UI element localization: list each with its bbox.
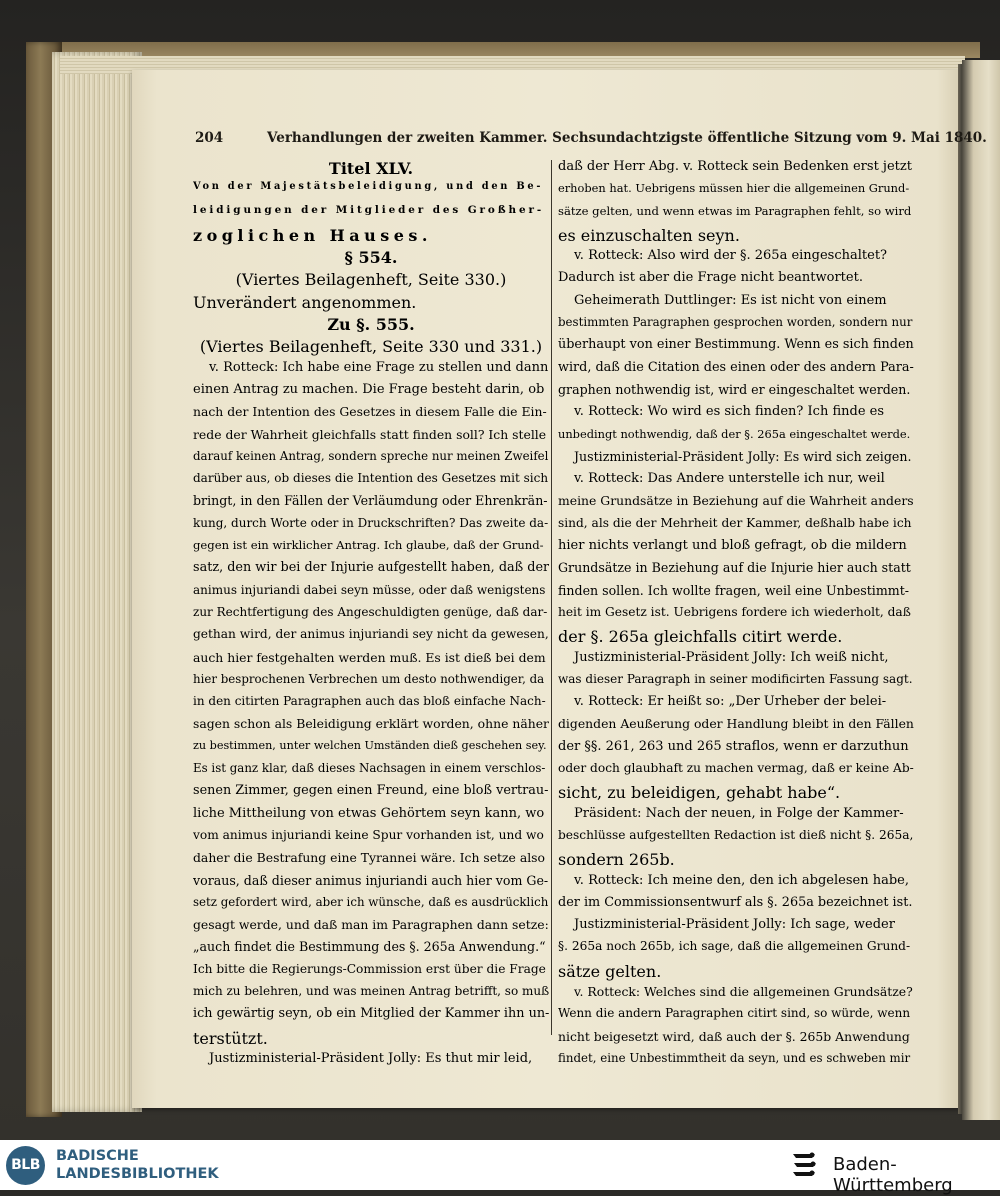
- text-line: Geheimerath Duttlinger: Es ist nicht von einem: [574, 292, 887, 308]
- page-number: 204: [195, 130, 224, 146]
- text-line: Grundsätze in Beziehung auf die Injurie hier auch statt: [558, 560, 911, 576]
- text-line: rede der Wahrheit gleichfalls statt finden soll? Ich stelle: [193, 426, 547, 442]
- text-line: der §. 265a gleichfalls citirt werde.: [558, 627, 843, 647]
- blb-logo[interactable]: BLB: [6, 1146, 45, 1185]
- text-line: überhaupt von einer Bestimmung. Wenn es sich finden: [558, 337, 914, 353]
- text-line: zur Rechtfertigung des Angeschuldigten genüge, daß dar-: [193, 604, 548, 619]
- text-line: beschlüsse aufgestellten Redaction ist dieß nicht §. 265a,: [558, 827, 914, 842]
- text-line: der §§. 261, 263 und 265 straflos, wenn er darzuthun: [558, 738, 909, 754]
- text-line: unbedingt nothwendig, daß der §. 265a eingeschaltet werde.: [558, 426, 911, 441]
- text-line: darauf keinen Antrag, sondern spreche nur meinen Zweifel: [193, 448, 549, 463]
- page-header: [195, 130, 987, 152]
- text-line: es einzuschalten seyn.: [558, 225, 740, 245]
- text-line: in den citirten Paragraphen auch das bloß einfache Nach-: [193, 694, 546, 709]
- text-line: hier nichts verlangt und bloß gefragt, ob die mildern: [558, 538, 907, 554]
- text-line: v. Rotteck: Wo wird es sich finden? Ich finde es: [574, 404, 885, 420]
- text-line: was dieser Paragraph in seiner modificirten Fassung sagt.: [558, 671, 913, 686]
- text-line: oder doch glaubhaft zu machen vermag, daß er keine Ab-: [558, 761, 914, 776]
- text-line: einen Antrag zu machen. Die Frage besteht darin, ob: [193, 381, 545, 397]
- text-line: daher die Bestrafung eine Tyrannei wäre. Ich setze also: [193, 850, 545, 866]
- text-line: Justizministerial-Präsident Jolly: Ich weiß nicht,: [574, 649, 889, 665]
- text-line: sind, als die der Mehrheit der Kammer, deßhalb habe ich: [558, 515, 912, 530]
- text-line: ich gewärtig seyn, ob ein Mitglied der Kammer ihn un-: [193, 1006, 549, 1022]
- text-line: nicht beigesetzt wird, daß auch der §. 265b Anwendung: [558, 1028, 910, 1044]
- text-line: v. Rotteck: Das Andere unterstelle ich nur, weil: [574, 471, 885, 487]
- text-line: sagen schon als Beleidigung erklärt worden, ohne näher: [193, 716, 549, 732]
- text-line: voraus, daß dieser animus injuriandi auch hier vom Ge-: [193, 872, 549, 888]
- text-line: Dadurch ist aber die Frage nicht beantwortet.: [558, 270, 863, 286]
- text-line: nach der Intention des Gesetzes in diesem Falle die Ein-: [193, 404, 547, 420]
- text-line: Justizministerial-Präsident Jolly: Ich sage, weder: [574, 917, 895, 933]
- paragraph-number: Zu §. 555.: [327, 315, 415, 335]
- text-line: finden sollen. Ich wollte fragen, weil eine Unbestimmt-: [558, 582, 910, 598]
- text-line: daß der Herr Abg. v. Rotteck sein Bedenken erst jetzt: [558, 159, 912, 174]
- text-line: setz gefordert wird, aber ich wünsche, daß es ausdrücklich: [193, 894, 549, 909]
- library-name-line1: BADISCHE: [56, 1148, 139, 1164]
- text-line: „auch findet die Bestimmung des §. 265a Anwendung.“: [193, 939, 546, 955]
- text-line: sondern 265b.: [558, 850, 675, 870]
- text-line: v. Rotteck: Ich meine den, den ich abgelesen habe,: [574, 872, 909, 888]
- title-subheading: Von der Majestätsbeleidigung, und den Be-: [193, 181, 544, 193]
- paragraph-number: § 554.: [344, 248, 398, 268]
- text-line: kung, durch Worte oder in Druckschriften? Das zweite da-: [193, 515, 549, 530]
- text-line: gegen ist ein wirklicher Antrag. Ich glaube, daß der Grund-: [193, 538, 544, 553]
- text-line: darüber aus, ob dieses die Intention des Gesetzes mit sich: [193, 471, 549, 486]
- text-line: zu bestimmen, unter welchen Umständen dieß geschehen sey.: [193, 738, 547, 752]
- text-line: v. Rotteck: Er heißt so: „Der Urheber der belei-: [574, 694, 887, 710]
- running-title: Verhandlungen der zweiten Kammer. Sechsundachtzigste öffentliche Sitzung vom 9. Mai 1840.: [267, 130, 987, 146]
- text-line: sätze gelten, und wenn etwas im Paragraphen fehlt, so wird: [558, 203, 912, 218]
- text-line: v. Rotteck: Also wird der §. 265a eingeschaltet?: [574, 248, 888, 264]
- text-line: mich zu belehren, und was meinen Antrag betrifft, so muß: [193, 983, 549, 998]
- title-heading: Titel XLV.: [328, 159, 414, 178]
- right-column: [558, 159, 914, 1073]
- text-line: animus injuriandi dabei seyn müsse, oder daß wenigstens: [193, 582, 546, 597]
- title-subheading: leidigungen der Mitglieder des Großher-: [193, 203, 545, 216]
- page-stack-edge: [52, 52, 142, 1112]
- text-line: Es ist ganz klar, daß dieses Nachsagen in einem verschlos-: [193, 761, 546, 776]
- text-line: sätze gelten.: [558, 961, 662, 981]
- text-line: vom animus injuriandi keine Spur vorhanden ist, und wo: [193, 827, 544, 842]
- text-line: meine Grundsätze in Beziehung auf die Wahrheit anders: [558, 493, 914, 509]
- reference-note: (Viertes Beilagenheft, Seite 330 und 331.): [199, 337, 543, 357]
- text-line: der im Commissionsentwurf als §. 265a bezeichnet ist.: [558, 894, 913, 910]
- text-line: satz, den wir bei der Injurie aufgestellt haben, daß der: [193, 560, 549, 576]
- viewer-footer: [0, 1140, 1000, 1196]
- reference-note: (Viertes Beilagenheft, Seite 330.): [235, 270, 507, 290]
- column-divider: [551, 160, 552, 1035]
- text-line: Wenn die andern Paragraphen citirt sind, so würde, wenn: [558, 1006, 911, 1021]
- text-line: liche Mittheilung von etwas Gehörtem seyn kann, wo: [193, 805, 545, 821]
- text-line: sicht, zu beleidigen, gehabt habe“.: [558, 783, 841, 803]
- text-line: bestimmten Paragraphen gesprochen worden, sondern nur: [558, 315, 913, 330]
- text-line: terstützt.: [193, 1028, 268, 1048]
- next-page-edge: [962, 60, 1000, 1120]
- text-line: Justizministerial-Präsident Jolly: Es wird sich zeigen.: [574, 448, 912, 464]
- text-line: v. Rotteck: Welches sind die allgemeinen Grundsätze?: [574, 983, 913, 999]
- text-line: Präsident: Nach der neuen, in Folge der Kammer-: [574, 805, 904, 821]
- baden-wuerttemberg-lions-icon: [790, 1150, 820, 1182]
- text-line: findet, eine Unbestimmtheit da seyn, und es schweben mir: [558, 1050, 911, 1065]
- text-line: gesagt werde, und daß man im Paragraphen dann setze:: [193, 917, 549, 933]
- text-line: Unverändert angenommen.: [193, 292, 417, 312]
- text-line: bringt, in den Fällen der Verläumdung oder Ehrenkrän-: [193, 493, 548, 509]
- text-line: Ich bitte die Regierungs-Commission erst über die Frage: [193, 961, 546, 976]
- title-subheading: zoglichen Hauses.: [193, 225, 432, 245]
- library-name-line2: LANDESBIBLIOTHEK: [56, 1166, 219, 1182]
- text-line: hier besprochenen Verbrechen um desto nothwendiger, da: [193, 671, 545, 686]
- text-line: erhoben hat. Uebrigens müssen hier die allgemeinen Grund-: [558, 181, 910, 196]
- text-line: wird, daß die Citation des einen oder des andern Para-: [558, 359, 914, 375]
- text-line: graphen nothwendig ist, wird er eingeschaltet werden.: [558, 381, 911, 397]
- text-line: digenden Aeußerung oder Handlung bleibt in den Fällen: [558, 716, 914, 732]
- text-line: Justizministerial-Präsident Jolly: Es thut mir leid,: [209, 1050, 533, 1066]
- text-line: gethan wird, der animus injuriandi sey nicht da gewesen,: [193, 627, 549, 642]
- text-line: senen Zimmer, gegen einen Freund, eine bloß vertrau-: [193, 783, 549, 799]
- text-line: heit im Gesetz ist. Uebrigens fordere ich wiederholt, daß: [558, 604, 911, 619]
- text-line: §. 265a noch 265b, ich sage, daß die allgemeinen Grund-: [558, 939, 911, 954]
- text-line: v. Rotteck: Ich habe eine Frage zu stellen und dann: [209, 359, 549, 375]
- left-column: [193, 159, 549, 1073]
- library-name: [56, 1147, 219, 1183]
- state-name[interactable]: Baden-Württemberg: [833, 1154, 953, 1196]
- text-line: auch hier festgehalten werden muß. Es ist dieß bei dem: [193, 649, 546, 665]
